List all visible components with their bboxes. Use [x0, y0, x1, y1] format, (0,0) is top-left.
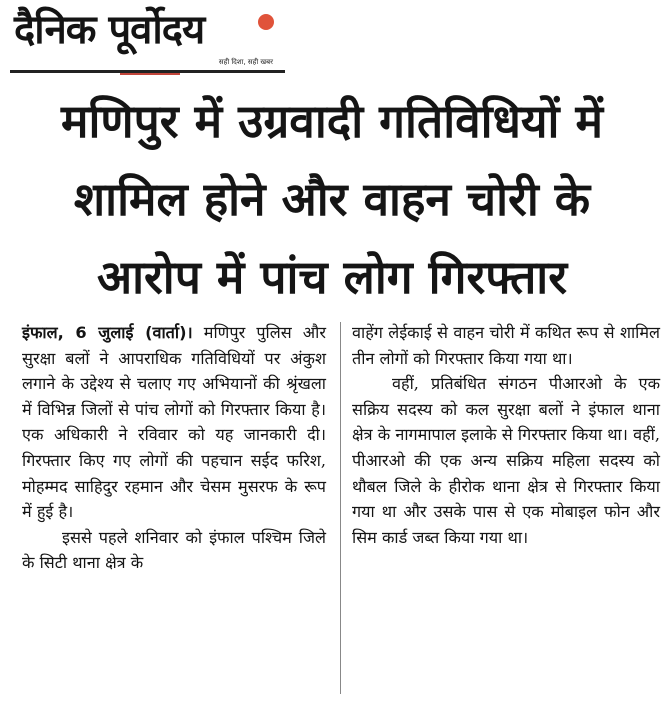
masthead — [10, 4, 285, 74]
article-paragraph: वाहेंग लेईकाई से वाहन चोरी में कथित रूप से शामिल तीन लोगों को गिरफ्तार किया गया था। — [352, 323, 660, 368]
article-paragraph — [22, 320, 326, 525]
masthead-accent-rule — [120, 73, 180, 75]
headline: मणिपुर में उग्रवादी गतिविधियों में शामिल होने और वाहन चोरी के आरोप में पांच लोग गिरफ्तार — [61, 94, 603, 304]
logo-dot-icon — [258, 14, 274, 30]
column-divider — [340, 322, 341, 694]
article-column-right — [352, 320, 660, 550]
article-paragraph: इससे पहले शनिवार को इंफाल पश्चिम जिले के सिटी थाना क्षेत्र के — [22, 527, 326, 573]
article-paragraph: वहीं, प्रतिबंधित संगठन पीआरओ के एक सक्रिय सदस्य को कल सुरक्षा बलों ने इंफाल थाना क्षेत्र के नागमापाल इलाके से गिरफ्तार किया था। वहीं, पीआरओ की एक अन्य सक्रिय महिला सदस्य को थौबल जिले के हीरोक थाना क्षेत्र से गिरफ्तार किया गया था और उसके पास से एक मोबाइल फोन और सिम कार्ड जब्त किया गया था। — [352, 374, 660, 547]
dateline: इंफाल, 6 जुलाई (वार्ता)। — [22, 323, 193, 342]
tagline: सही दिशा, सही खबर — [218, 58, 273, 66]
article-column-left — [22, 320, 326, 576]
newspaper-logo: दैनिक पूर्वोदय — [14, 7, 205, 53]
article-text: मणिपुर पुलिस और सुरक्षा बलों ने आपराधिक गतिविधियों पर अंकुश लगाने के उद्देश्य से चलाए गए अभियानों की श्रृंखला में विभिन्न जिलों से पांच लोगों को गिरफ्तार किया है। एक अधिकारी ने रविवार को यह जानकारी दी। गिरफ्तार किए गए लोगों की पहचान सईद फरिश, मोहम्मद साहिदुर रहमान और चेसम मुसरफ के रूप में हुई है। — [22, 323, 326, 522]
